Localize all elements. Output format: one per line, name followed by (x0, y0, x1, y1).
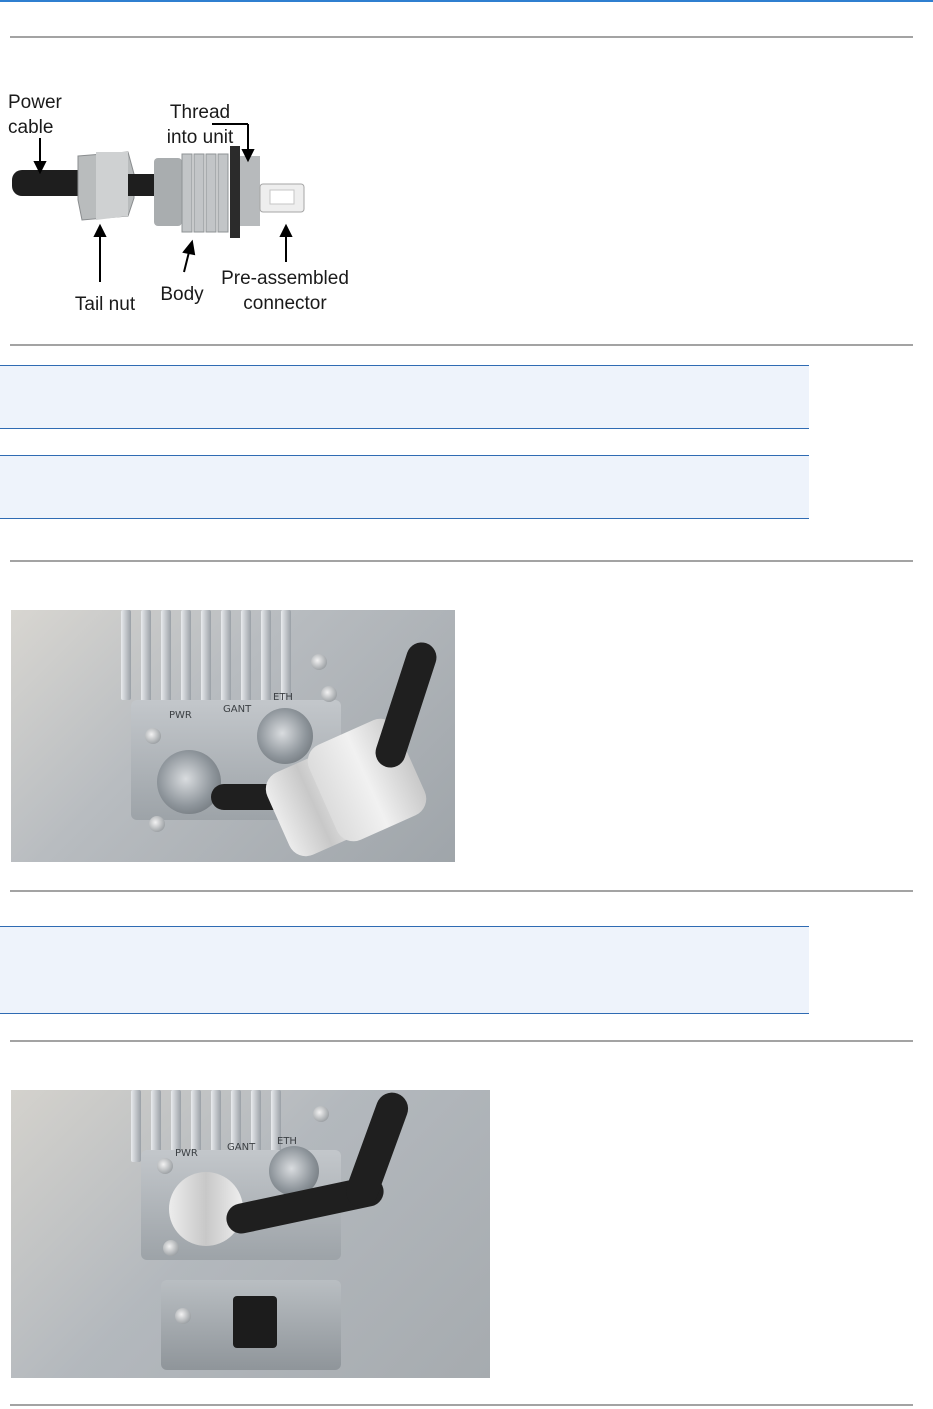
table-rule (10, 1040, 913, 1042)
photo-gland-threading (11, 610, 455, 862)
header-accent-line (0, 0, 933, 2)
note-box (0, 365, 809, 429)
port-label-pwr: PWR (169, 710, 192, 721)
note-box (0, 455, 809, 519)
note-box (0, 926, 809, 1014)
label-thread-into-unit: Thread into unit (166, 102, 234, 148)
ethernet-port (233, 1296, 277, 1348)
port-label-eth: ETH (273, 692, 293, 703)
port-label-gant: GANT (223, 704, 252, 715)
port-label-gant: GANT (227, 1142, 256, 1153)
port-label-eth: ETH (277, 1136, 297, 1147)
photo-gland-installed (11, 1090, 490, 1378)
table-rule (10, 560, 913, 562)
table-rule (10, 36, 913, 38)
label-power-cable: Power cable (8, 92, 62, 138)
table-rule (10, 890, 913, 892)
cable-gland-diagram (8, 86, 358, 318)
table-rule (10, 344, 913, 346)
table-rule (10, 1404, 913, 1406)
label-tail-nut: Tail nut (74, 294, 136, 315)
label-body: Body (160, 284, 204, 305)
port-label-pwr: PWR (175, 1148, 198, 1159)
label-pre-assembled-connector: Pre-assembled connector (221, 268, 349, 314)
